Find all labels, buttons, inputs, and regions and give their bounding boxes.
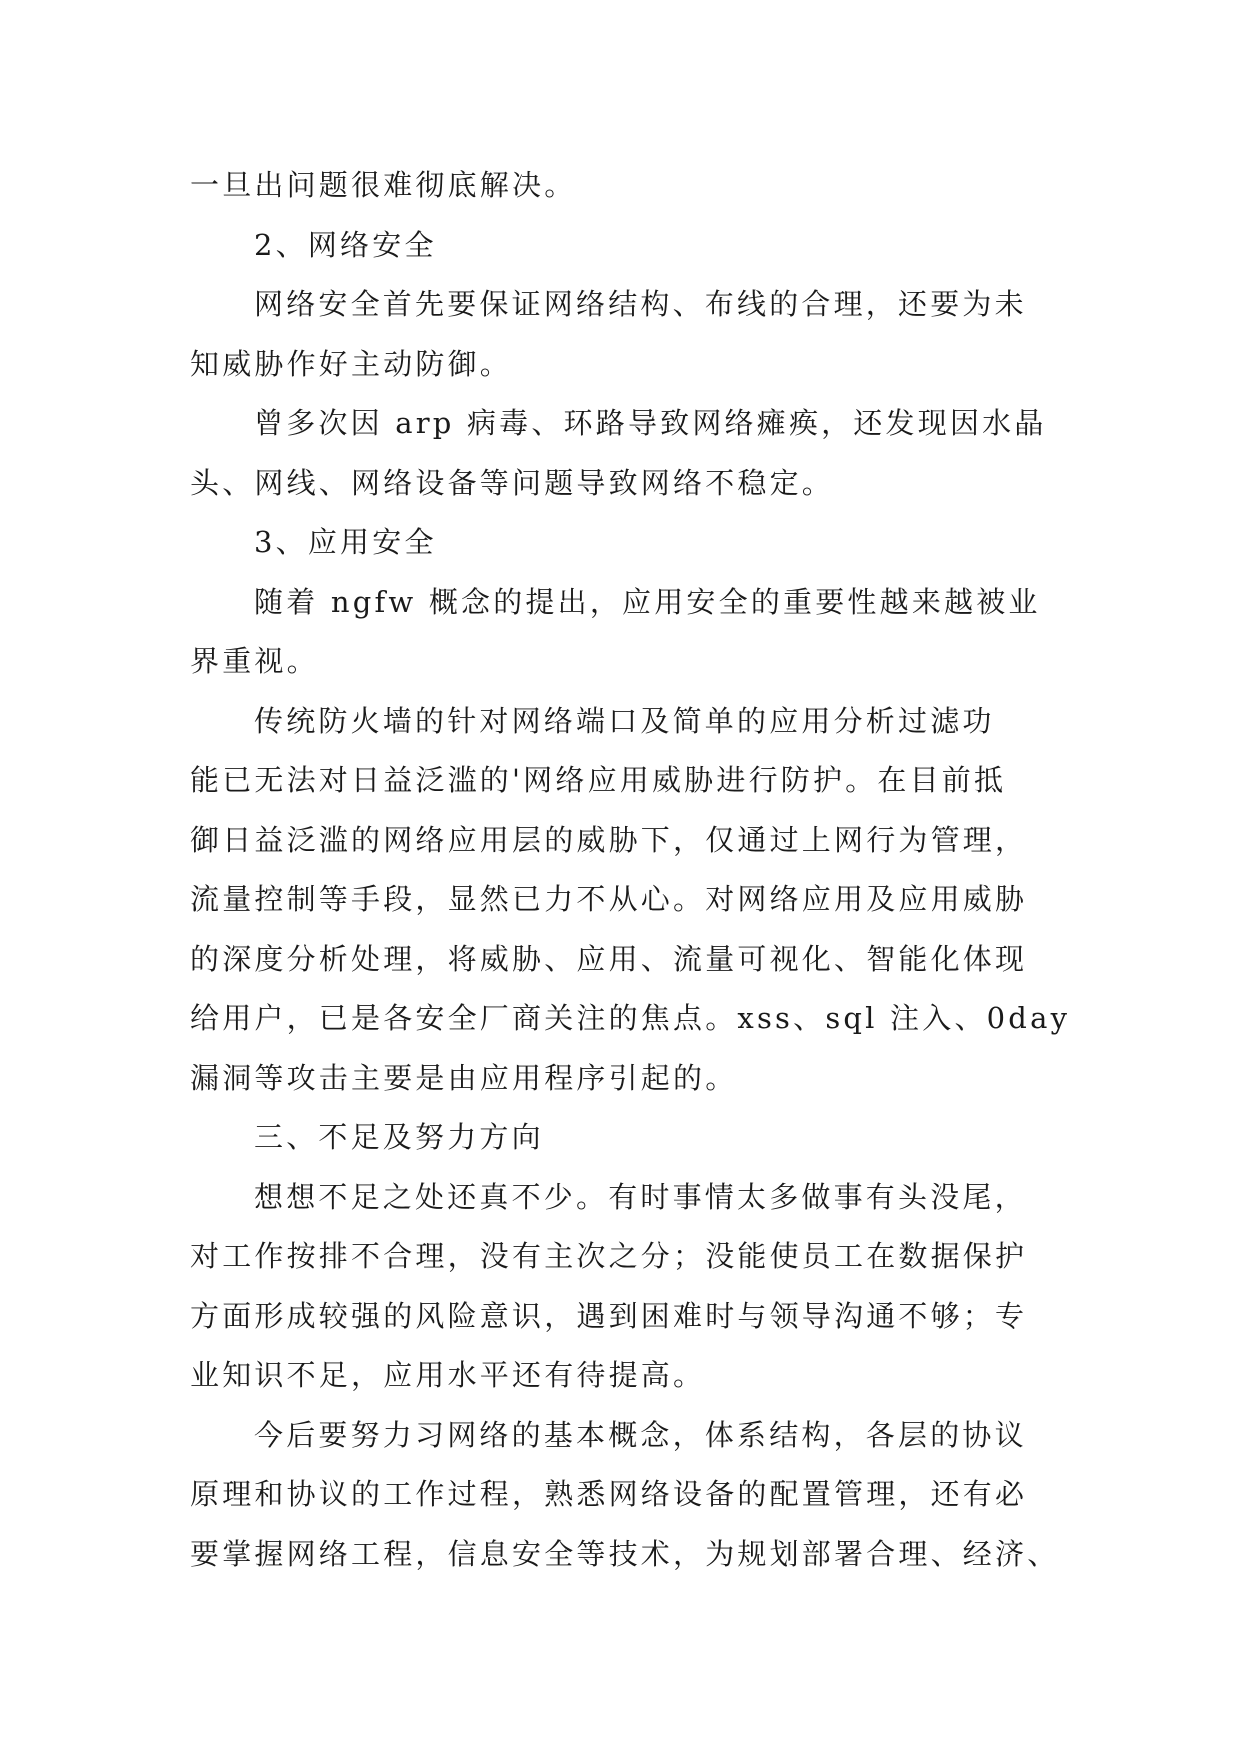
- text-line: 三、不足及努力方向: [254, 1120, 544, 1154]
- text-line: 的深度分析处理，将威胁、应用、流量可视化、智能化体现: [190, 941, 1028, 976]
- text-line: 2、网络安全: [254, 227, 437, 262]
- text-line: 今后要努力习网络的基本概念，体系结构，各层的协议: [254, 1417, 1027, 1452]
- document-body: [190, 156, 1071, 1584]
- text-line: 知威胁作好主动防御。: [190, 346, 513, 381]
- text-line: 3、应用安全: [254, 525, 437, 559]
- text-line: 随着 ngfw 概念的提出，应用安全的重要性越来越被业: [254, 584, 1041, 619]
- text-line: 想想不足之处还真不少。有时事情太多做事有头没尾，: [254, 1179, 1027, 1214]
- text-line: 漏洞等攻击主要是由应用程序引起的。: [190, 1060, 738, 1095]
- text-line: 网络安全首先要保证网络结构、布线的合理，还要为未: [254, 287, 1027, 321]
- text-line: 头、网线、网络设备等问题导致网络不稳定。: [190, 465, 835, 500]
- text-line: 曾多次因 arp 病毒、环路导致网络瘫痪，还发现因水晶: [254, 406, 1047, 440]
- text-line: 界重视。: [190, 644, 319, 678]
- text-line: 御日益泛滥的网络应用层的威胁下，仅通过上网行为管理，: [190, 822, 1028, 857]
- text-line: 能已无法对日益泛滥的'网络应用威胁进行防护。在目前抵: [190, 763, 1007, 797]
- text-line: 要掌握网络工程，信息安全等技术，为规划部署合理、经济、: [190, 1536, 1060, 1571]
- text-line: 对工作按排不合理，没有主次之分；没能使员工在数据保护: [190, 1239, 1028, 1273]
- text-line: 流量控制等手段，显然已力不从心。对网络应用及应用威胁: [190, 882, 1028, 916]
- text-line: 传统防火墙的针对网络端口及简单的应用分析过滤功: [254, 703, 995, 738]
- text-line: 给用户，已是各安全厂商关注的焦点。xss、sql 注入、0day: [190, 1001, 1071, 1035]
- text-line: 方面形成较强的风险意识，遇到困难时与领导沟通不够；专: [190, 1298, 1028, 1333]
- text-line: 一旦出问题很难彻底解决。: [190, 168, 577, 202]
- text-line: 原理和协议的工作过程，熟悉网络设备的配置管理，还有必: [190, 1477, 1028, 1511]
- text-line: 业知识不足，应用水平还有待提高。: [190, 1358, 706, 1392]
